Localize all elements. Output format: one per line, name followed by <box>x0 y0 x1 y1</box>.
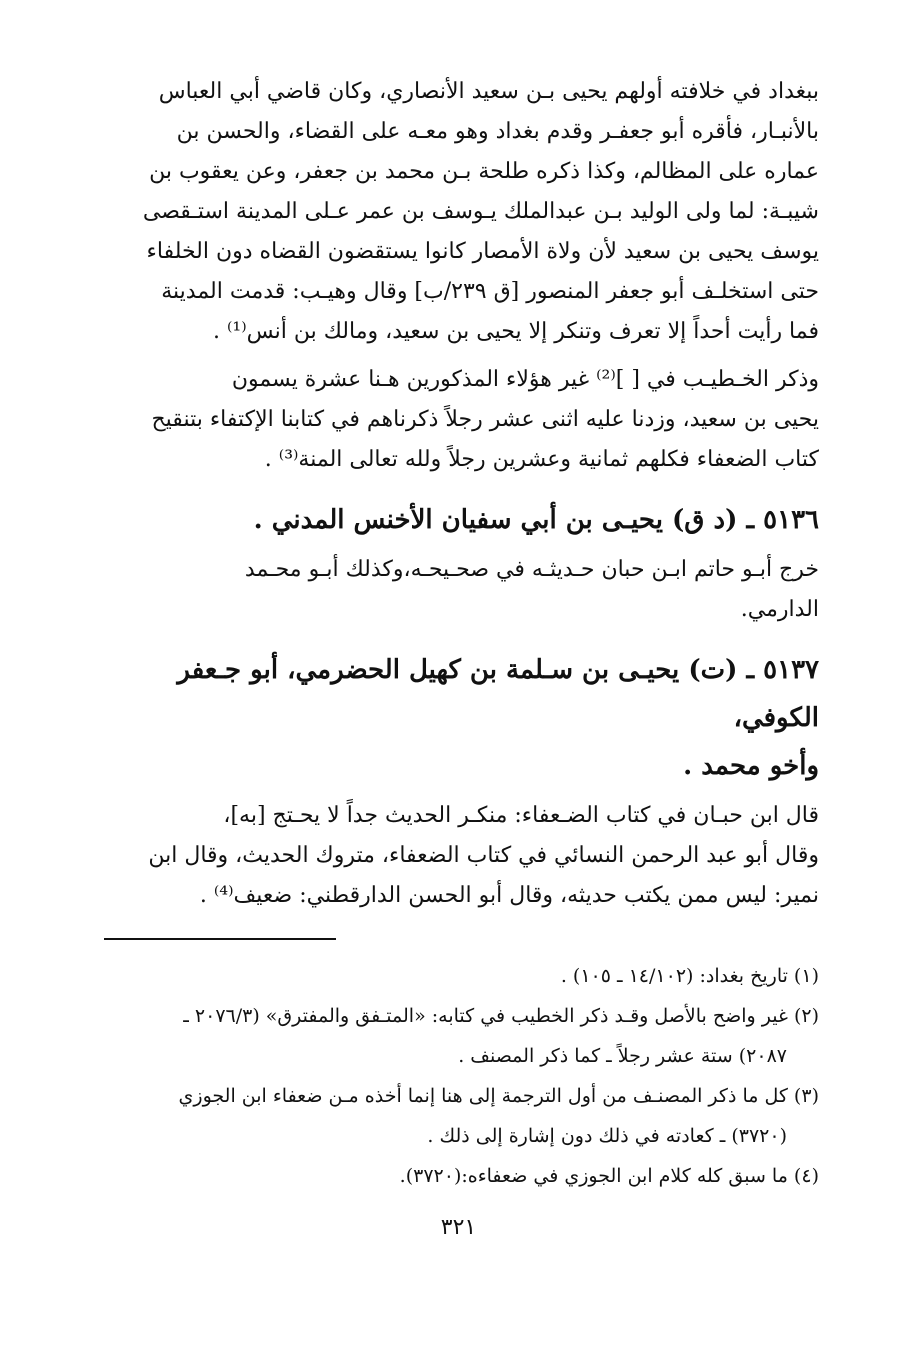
entry-body-5136 <box>104 550 819 630</box>
text-line: كتاب الضعفاء فكلهم ثمانية وعشرين رجلاً ولله تعالى المنة⁽³⁾ . <box>264 447 819 472</box>
text-line: يحيى بن سعيد، وزدنا عليه اثنى عشر رجلاً ذكرناهم في كتابنا الإكتفاء بتنقيح <box>151 407 819 432</box>
text-line: خرج أبـو حاتم ابـن حبان حـديثـه في صحـيحـه،وكذلك أبـو محـمد <box>244 557 819 582</box>
text-line: وذكر الخـطيـب في [ ]⁽²⁾ غير هؤلاء المذكورين هـنا عشرة يسمون <box>231 367 819 392</box>
page-number: ٣٢١ <box>440 1215 477 1240</box>
footnote-4: (٤) ما سبق كله كلام ابن الجوزي في ضعفاءه:(٣٧٢٠). <box>399 1165 819 1187</box>
entry-body-5137 <box>104 796 819 916</box>
text-line: عماره على المظالم، وكذا ذكره طلحة بـن محمد بن جعفر، وعن يعقوب بن <box>149 159 819 184</box>
footnote-2: (٢) غير واضح بالأصل وقـد ذكر الخطيب في كتابه: «المتـفق والمفترق» (٢٠٧٦/٣ ـ <box>183 1005 819 1027</box>
text-line: قال ابن حبـان في كتاب الضـعفاء: منكـر الحديث جداً لا يحـتج [به]، <box>223 803 819 828</box>
entry-heading-5136: ٥١٣٦ ـ (د ق) يحيـى بن أبي سفيان الأخنس المدني . <box>253 505 819 535</box>
heading-line: وأخو محمد . <box>683 751 819 781</box>
text-line: نمير: ليس ممن يكتب حديثه، وقال أبو الحسن الدارقطني: ضعيف⁽⁴⁾ . <box>199 883 819 908</box>
text-line: شيبـة: لما ولى الوليد بـن عبدالملك يـوسف بن عمر عـلى المدينة استـقصى <box>142 199 819 224</box>
footnote-divider <box>104 938 336 940</box>
text-line: بالأنبـار، فأقره أبو جعفـر وقدم بغداد وهو معـه على القضاء، والحسن بن <box>176 119 819 144</box>
entry-heading-5137 <box>104 646 819 790</box>
footnote-2-continued: ٢٠٨٧) ستة عشر رجلاً ـ كما ذكر المصنف . <box>458 1045 787 1067</box>
text-line: حتى استخلـف أبو جعفر المنصور [ق ٢٣٩/ب] وقال وهيـب: قدمت المدينة <box>161 279 819 304</box>
footnotes <box>104 956 819 1196</box>
text-line: وقال أبو عبد الرحمن النسائي في كتاب الضعفاء، متروك الحديث، وقال ابن <box>148 843 819 868</box>
text-line: يوسف يحيى بن سعيد لأن ولاة الأمصار كانوا يستقضون القضاه دون الخلفاء <box>146 239 819 264</box>
body-paragraph-2 <box>104 360 819 480</box>
footnote-3-continued: (٣٧٢٠) ـ كعادته في ذلك دون إشارة إلى ذلك . <box>427 1125 787 1147</box>
text-line: الدارمي. <box>740 597 819 622</box>
text-line: فما رأيت أحداً إلا تعرف وتنكر إلا يحيى بن سعيد، ومالك بن أنس⁽¹⁾ . <box>213 319 819 344</box>
footnote-1: (١) تاريخ بغداد: (١٤/١٠٢ ـ ١٠٥) . <box>560 965 819 987</box>
heading-line: ٥١٣٧ ـ (ت) يحيـى بن سـلمة بن كهيل الحضرمي، أبو جـعفر الكوفي، <box>177 655 819 733</box>
body-paragraph-1 <box>104 72 819 352</box>
text-line: ببغداد في خلافته أولهم يحيى بـن سعيد الأنصاري، وكان قاضي أبي العباس <box>158 79 819 104</box>
footnote-3: (٣) كل ما ذكر المصنـف من أول الترجمة إلى هنا إنما أخذه مـن ضعفاء ابن الجوزي <box>178 1085 819 1107</box>
